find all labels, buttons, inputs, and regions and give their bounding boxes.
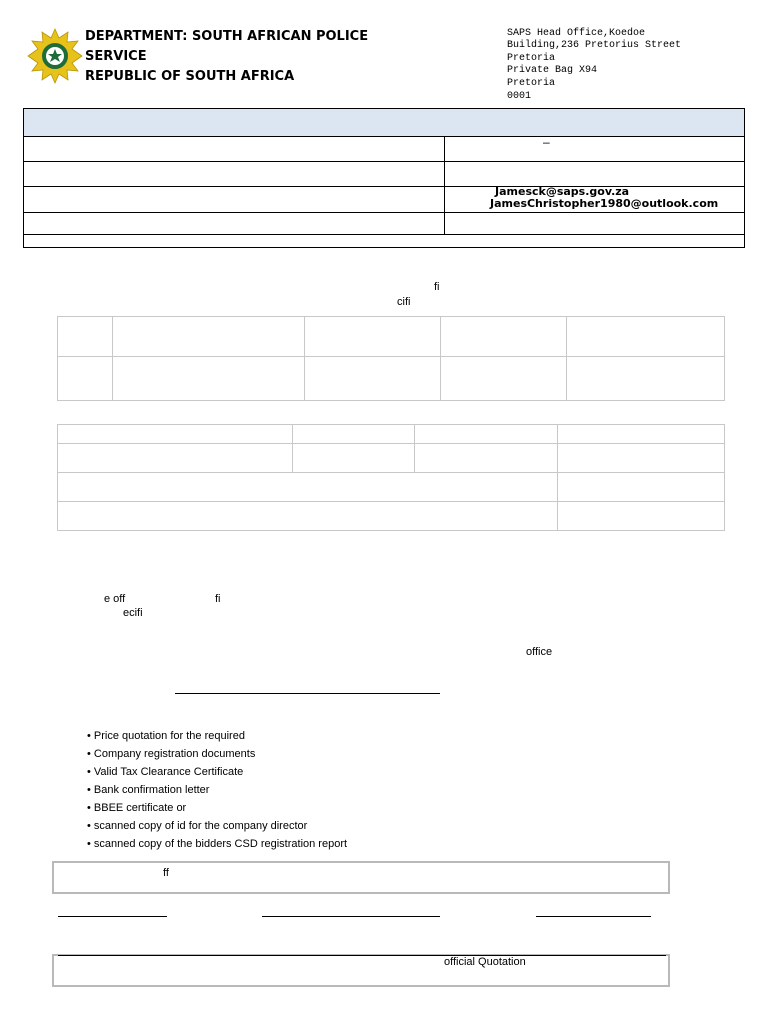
- address-line: Pretoria: [507, 78, 556, 90]
- address-line: Private Bag X94: [507, 65, 598, 77]
- quotation-box: [52, 954, 670, 987]
- text-fragment: e off: [104, 593, 126, 605]
- grid-line: [58, 501, 724, 502]
- department-title: [85, 27, 368, 87]
- text-fragment: ff: [163, 867, 169, 879]
- grid-line: [112, 317, 113, 400]
- address-line: Building,236 Pretorius Street: [507, 39, 682, 51]
- requirements-list: [87, 727, 347, 853]
- signature-line: [262, 916, 440, 917]
- address-line: SAPS Head Office,Koedoe: [507, 28, 646, 39]
- list-item: • scanned copy of id for the company director: [87, 820, 308, 832]
- grid-line: [292, 425, 293, 472]
- text-fragment: fi: [215, 593, 221, 605]
- table-divider: [24, 161, 744, 162]
- text-fragment: cifi: [397, 296, 411, 308]
- department-line: DEPARTMENT: SOUTH AFRICAN POLICE: [85, 29, 369, 44]
- contact-info-table: [23, 108, 745, 248]
- signature-line: [175, 693, 440, 694]
- text-fragment: fi: [434, 281, 440, 293]
- saps-seal-icon: [27, 28, 83, 84]
- grid-line: [58, 443, 724, 444]
- table-divider: [24, 234, 744, 235]
- address-line: Pretoria: [507, 52, 556, 64]
- table-divider: [24, 186, 744, 187]
- text-fragment: office: [526, 646, 553, 658]
- grid-line: [557, 425, 558, 530]
- box-top-rule: [58, 955, 666, 956]
- email-secondary: JamesChristopher1980@outlook.com: [490, 197, 719, 210]
- email-primary: Jamesck@saps.gov.za: [495, 185, 630, 198]
- department-line: REPUBLIC OF SOUTH AFRICA: [85, 69, 295, 84]
- signature-line: [58, 916, 167, 917]
- address-line: 0001: [507, 90, 532, 102]
- office-address: [507, 28, 681, 103]
- grid-line: [58, 472, 724, 473]
- table-header-band: [24, 109, 744, 137]
- table-column-divider: [444, 136, 445, 234]
- text-fragment: official Quotation: [444, 956, 526, 968]
- grid-line: [414, 425, 415, 472]
- notice-box: [52, 861, 670, 894]
- grid-line: [58, 356, 724, 357]
- grid-line: [440, 317, 441, 400]
- list-item: • Company registration documents: [87, 748, 256, 760]
- signature-line: [536, 916, 651, 917]
- grid-line: [304, 317, 305, 400]
- list-item: • BBEE certificate or: [87, 802, 187, 814]
- text-fragment: ecifi: [123, 607, 143, 619]
- pricing-grid: [57, 424, 725, 531]
- dash-mark: –: [543, 135, 550, 149]
- list-item: • scanned copy of the bidders CSD registration report: [87, 838, 348, 850]
- grid-line: [566, 317, 567, 400]
- list-item: • Price quotation for the required: [87, 730, 245, 742]
- department-line: SERVICE: [85, 49, 147, 64]
- list-item: • Bank confirmation letter: [87, 784, 210, 796]
- list-item: • Valid Tax Clearance Certificate: [87, 766, 244, 778]
- table-divider: [24, 212, 744, 213]
- items-grid: [57, 316, 725, 401]
